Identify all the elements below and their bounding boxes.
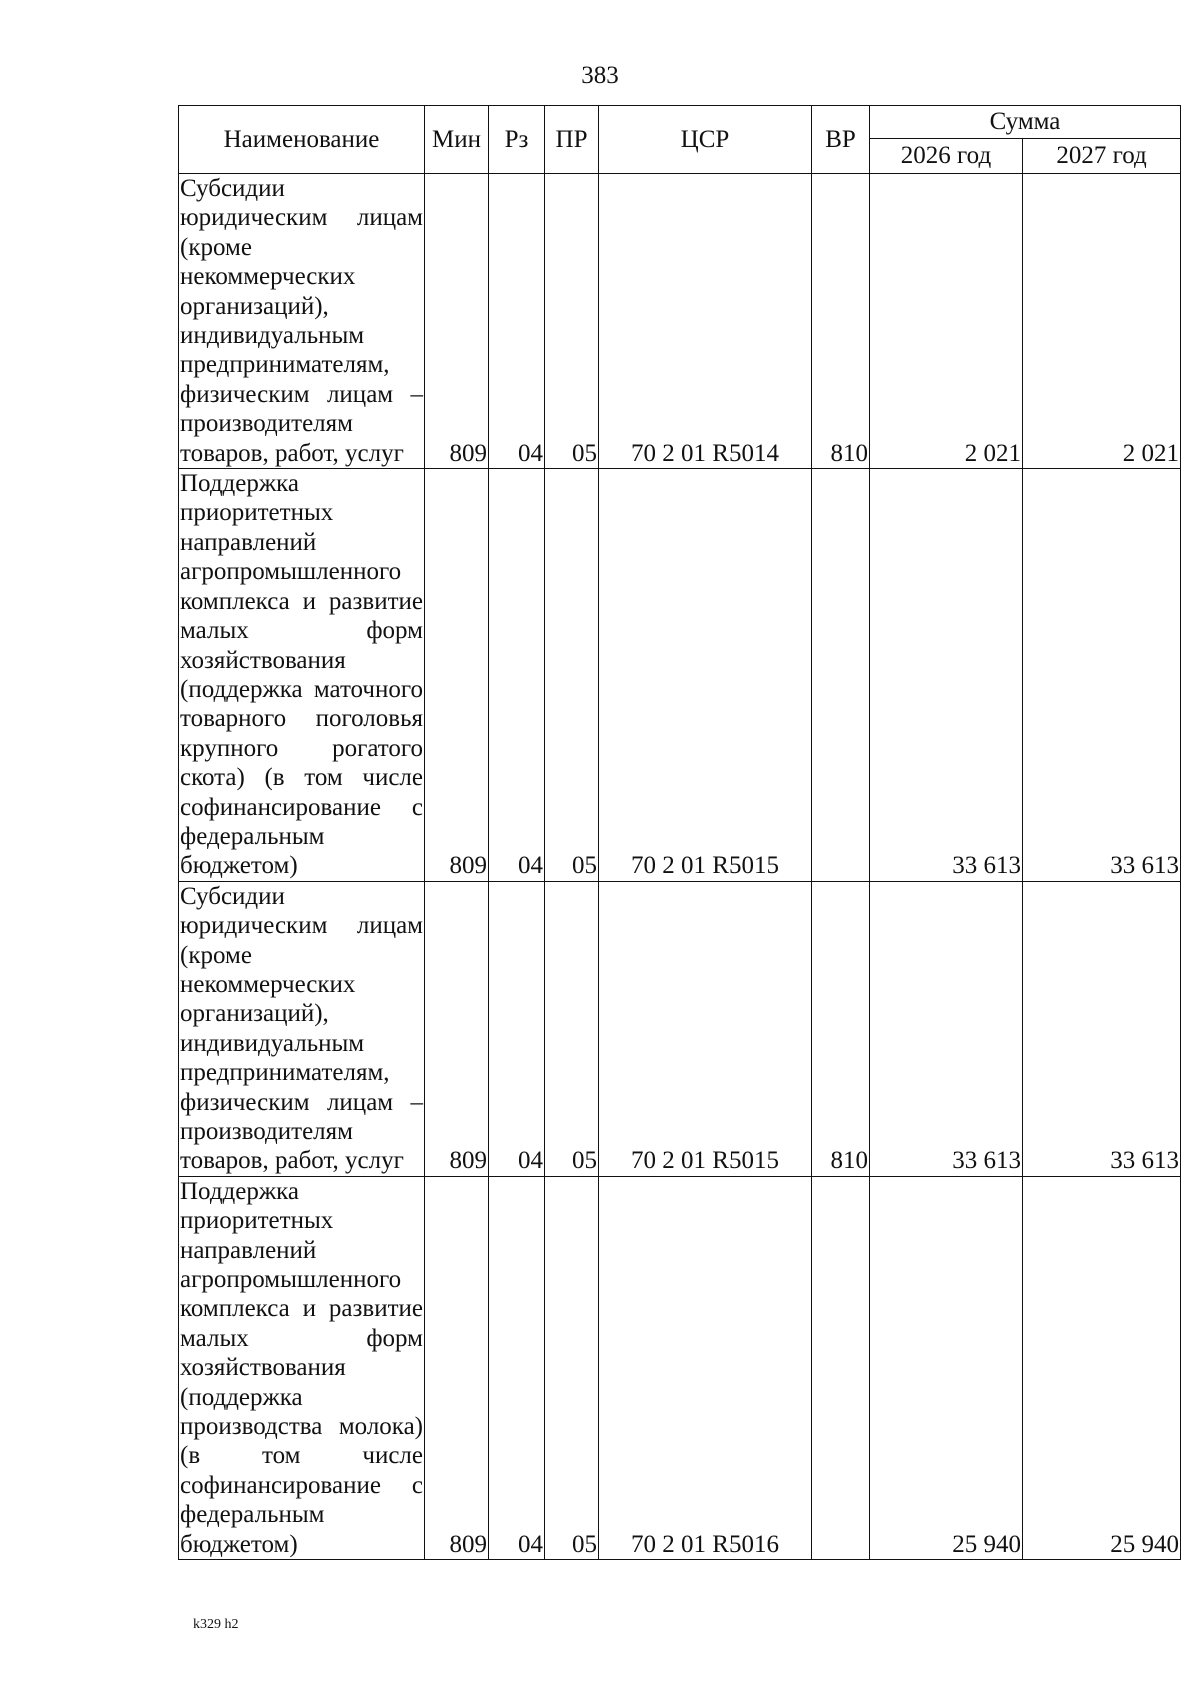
table-row xyxy=(179,1176,1181,1559)
row-sum-2027: 33 613 xyxy=(1023,881,1181,1176)
table-row xyxy=(179,174,1181,469)
header-row xyxy=(179,106,1181,139)
row-min: 809 xyxy=(425,469,489,882)
header-rz: Рз xyxy=(489,106,545,174)
row-sum-2027: 2 021 xyxy=(1023,174,1181,469)
row-name: Поддержка приоритетных направлений агропромышленного комплекса и развитие малых форм хозяйствования (поддержка маточного товарного поголовья крупного рогатого скота) (в том числе софинансирование с федеральным бюджетом) xyxy=(180,470,423,880)
header-min: Мин xyxy=(425,106,489,174)
header-pr: ПР xyxy=(545,106,599,174)
row-rz: 04 xyxy=(489,469,545,882)
row-min: 809 xyxy=(425,174,489,469)
row-csr: 70 2 01 R5016 xyxy=(599,1176,812,1559)
row-rz: 04 xyxy=(489,881,545,1176)
row-sum-2026: 2 021 xyxy=(870,174,1023,469)
row-name: Субсидии юридическим лицам (кроме некоммерческих организаций), индивидуальным предпринимателям, физическим лицам – производителям товаров, работ, услуг xyxy=(180,882,423,1175)
row-sum-2027: 25 940 xyxy=(1023,1176,1181,1559)
row-vr xyxy=(812,469,870,882)
header-sum: Сумма xyxy=(870,106,1181,139)
header-year-2026: 2026 год xyxy=(870,139,1023,174)
row-min: 809 xyxy=(425,881,489,1176)
header-name: Наименование xyxy=(179,106,425,174)
row-sum-2026: 25 940 xyxy=(870,1176,1023,1559)
row-pr: 05 xyxy=(545,1176,599,1559)
header-csr: ЦСР xyxy=(599,106,812,174)
row-rz: 04 xyxy=(489,1176,545,1559)
row-sum-2026: 33 613 xyxy=(870,881,1023,1176)
row-pr: 05 xyxy=(545,174,599,469)
row-name: Субсидии юридическим лицам (кроме некоммерческих организаций), индивидуальным предпринимателям, физическим лицам – производителям товаров, работ, услуг xyxy=(180,175,423,467)
table-row xyxy=(179,881,1181,1176)
row-sum-2026: 33 613 xyxy=(870,469,1023,882)
table-row xyxy=(179,469,1181,882)
footer-document-code: k329 h2 xyxy=(193,1617,239,1632)
row-vr xyxy=(812,1176,870,1559)
header-year-2027: 2027 год xyxy=(1023,139,1181,174)
row-rz: 04 xyxy=(489,174,545,469)
row-csr: 70 2 01 R5015 xyxy=(599,469,812,882)
row-csr: 70 2 01 R5014 xyxy=(599,174,812,469)
row-csr: 70 2 01 R5015 xyxy=(599,881,812,1176)
row-sum-2027: 33 613 xyxy=(1023,469,1181,882)
budget-table xyxy=(178,105,1181,1560)
row-vr: 810 xyxy=(812,881,870,1176)
page-number: 383 xyxy=(581,62,619,89)
row-pr: 05 xyxy=(545,881,599,1176)
row-name: Поддержка приоритетных направлений агропромышленного комплекса и развитие малых форм хозяйствования (поддержка производства молока) (в том числе софинансирование с федеральным бюджетом) xyxy=(180,1177,423,1558)
row-vr: 810 xyxy=(812,174,870,469)
row-pr: 05 xyxy=(545,469,599,882)
header-vr: ВР xyxy=(812,106,870,174)
row-min: 809 xyxy=(425,1176,489,1559)
